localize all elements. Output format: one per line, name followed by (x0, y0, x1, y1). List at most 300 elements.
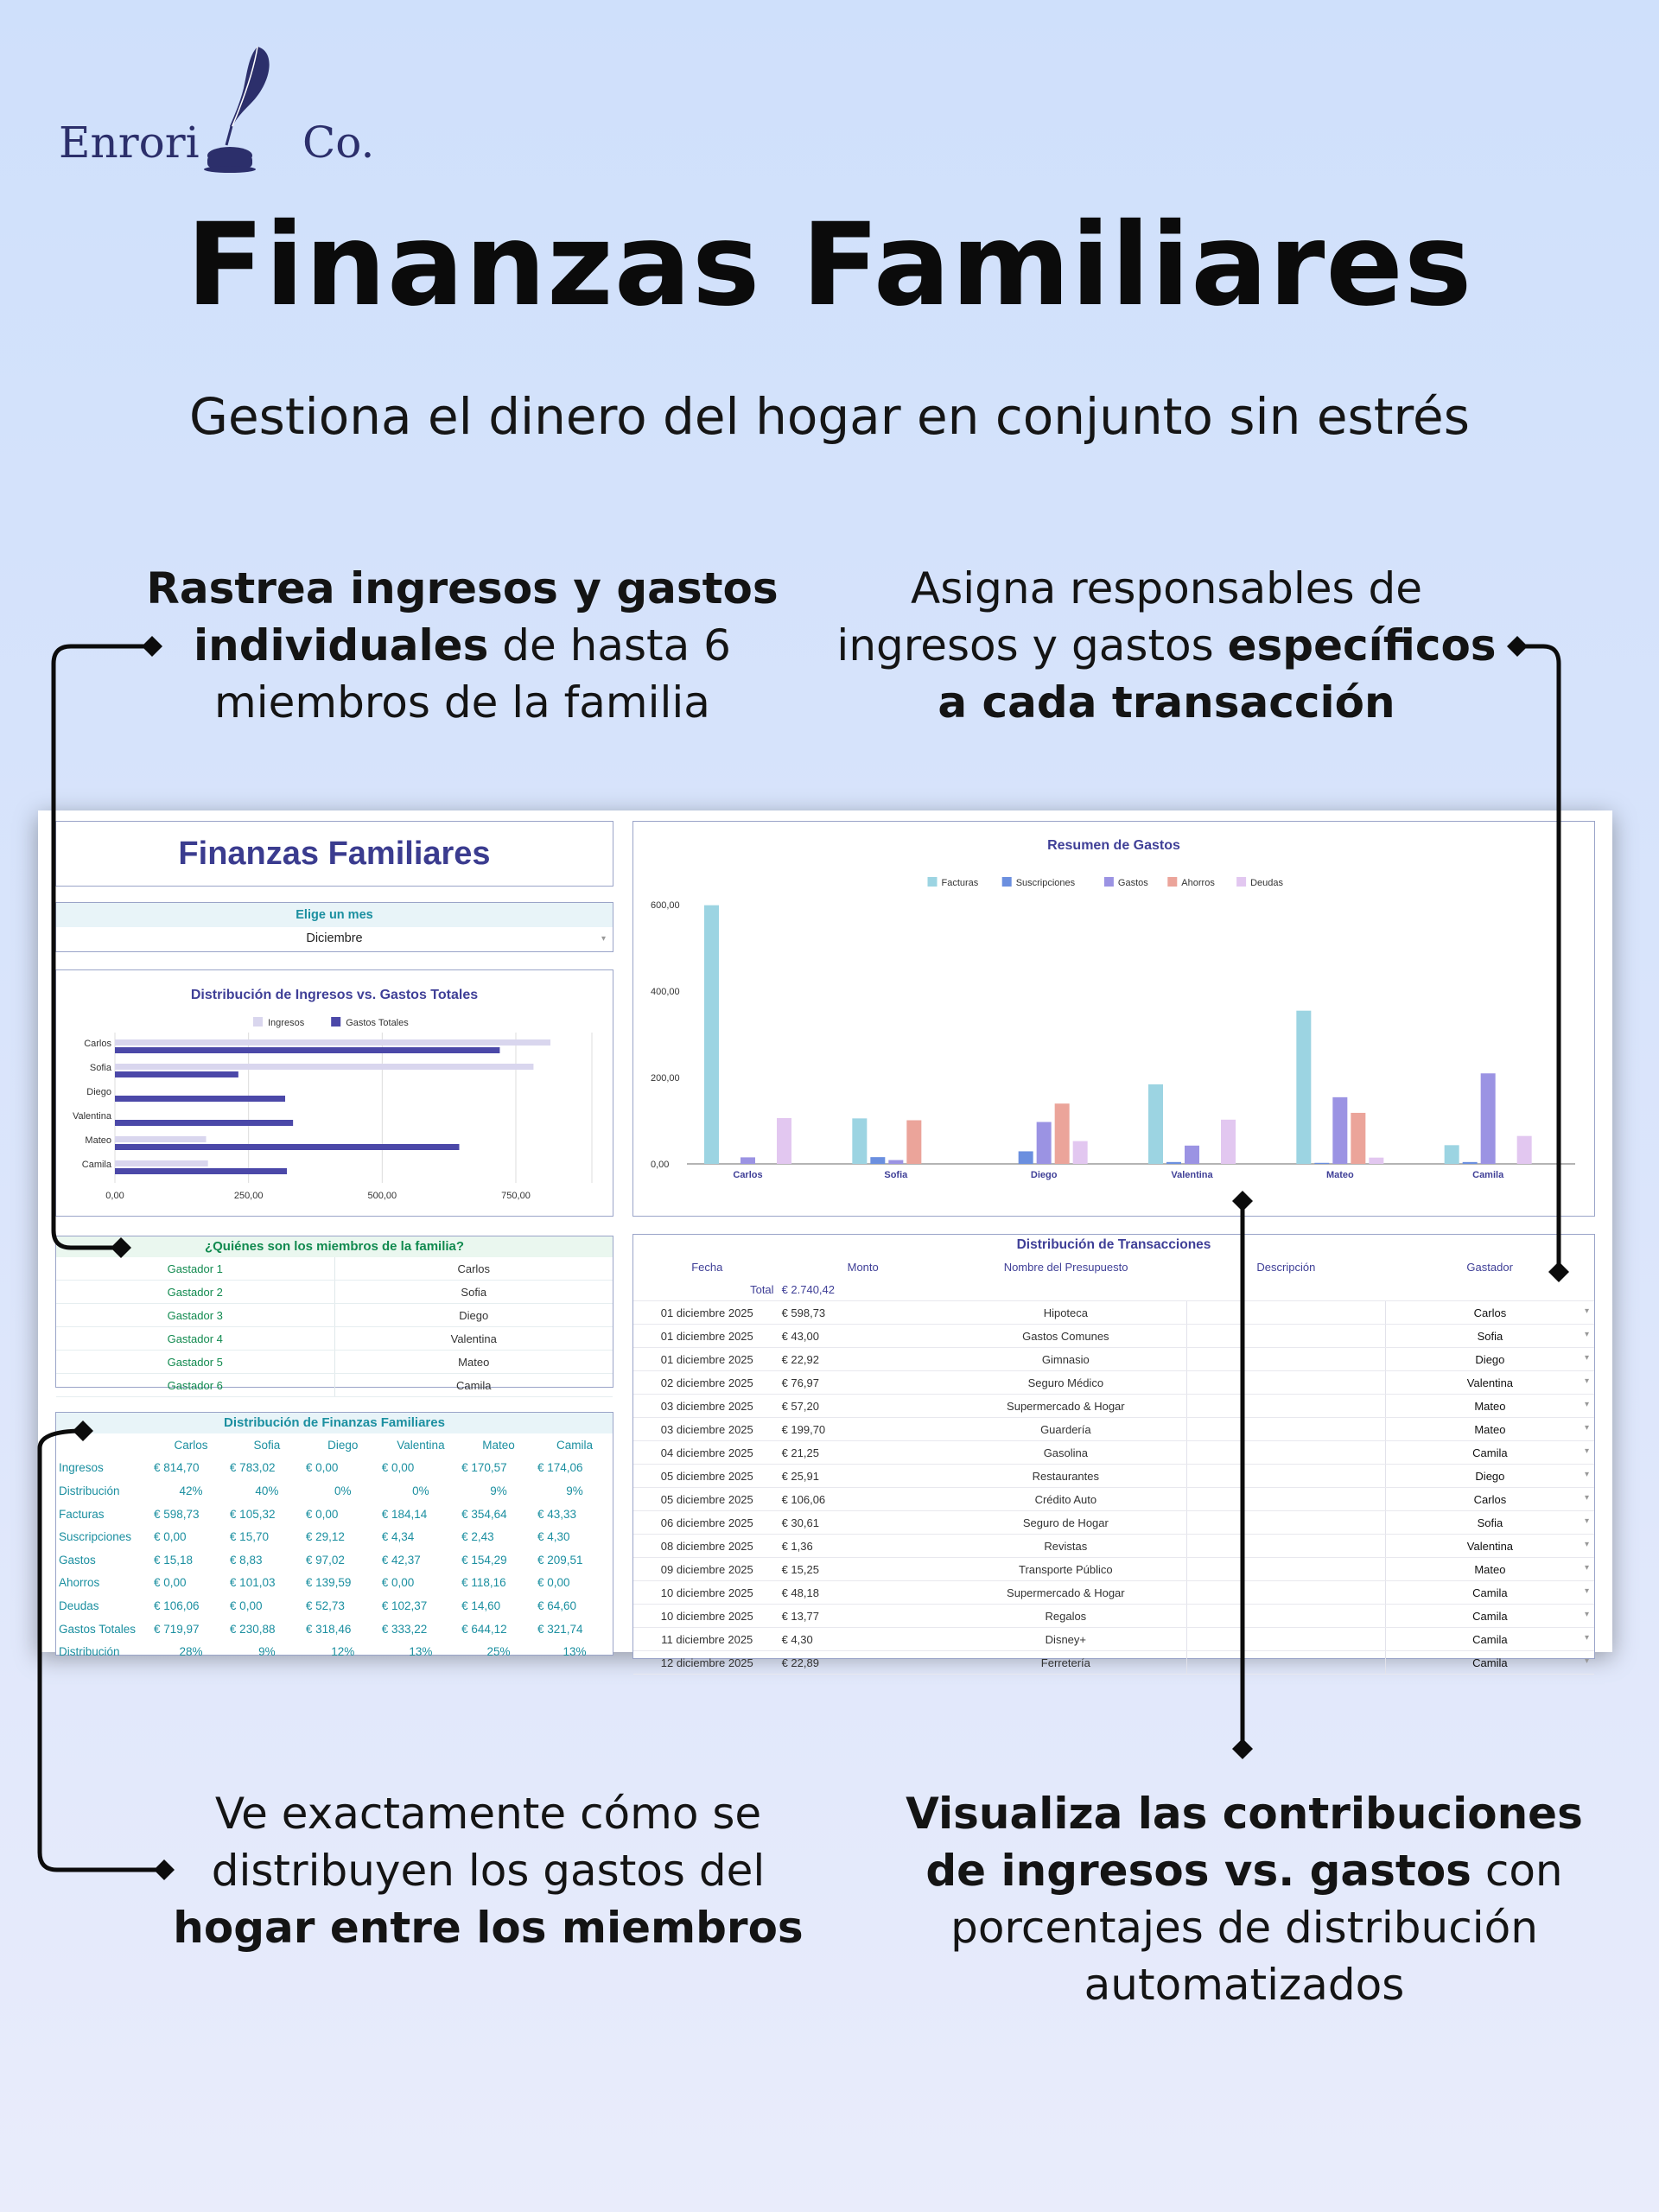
amount-cell: € 25,91 (781, 1465, 945, 1488)
column-header: Mateo (482, 1438, 515, 1452)
table-row (633, 1581, 1594, 1605)
spender-value: Camila (1472, 1446, 1508, 1459)
bar-gastos-totales (115, 1120, 293, 1126)
table-cell: € 174,06 (537, 1461, 583, 1475)
member-name[interactable]: Valentina (334, 1327, 613, 1351)
description-cell[interactable] (1186, 1558, 1385, 1581)
y-tick-label: 600,00 (651, 900, 680, 911)
callout-bold-text: hogar entre los miembros (173, 1903, 804, 1953)
row-label: Distribución (59, 1484, 120, 1497)
table-cell: € 0,00 (381, 1576, 415, 1590)
callout-line (130, 560, 795, 617)
table-row (633, 1348, 1594, 1371)
bar-suscripciones (1166, 1162, 1181, 1164)
budget-cell: Supermercado & Hogar (945, 1395, 1187, 1418)
amount-cell: € 4,30 (781, 1628, 945, 1651)
row-label: Facturas (59, 1507, 105, 1521)
spender-select[interactable] (1385, 1418, 1594, 1441)
member-slot: Gastador 1 (56, 1257, 334, 1281)
budget-cell: Transporte Público (945, 1558, 1187, 1581)
table-cell: € 783,02 (229, 1461, 276, 1475)
budget-cell: Supermercado & Hogar (945, 1581, 1187, 1605)
y-tick-label: Sofia (89, 1063, 111, 1073)
budget-cell: Seguro Médico (945, 1371, 1187, 1395)
spender-value: Diego (1475, 1352, 1505, 1366)
date-cell: 03 diciembre 2025 (633, 1418, 781, 1441)
table-cell: € 719,97 (154, 1622, 200, 1636)
y-tick-label: Diego (86, 1087, 111, 1097)
callout-bottom-right (899, 1785, 1590, 2013)
column-header: Sofia (253, 1438, 281, 1452)
table-header-row (633, 1255, 1594, 1278)
table-cell: € 318,46 (305, 1622, 352, 1636)
row-label: Ahorros (59, 1576, 100, 1590)
description-cell[interactable] (1186, 1325, 1385, 1348)
table-cell: € 15,18 (154, 1553, 194, 1567)
column-header-budget: Nombre del Presupuesto (1003, 1260, 1128, 1274)
chevron-down-icon: ▾ (1584, 1492, 1589, 1503)
distribution-table (56, 1433, 613, 1663)
spender-select[interactable] (1385, 1488, 1594, 1511)
table-cell: € 97,02 (305, 1553, 345, 1567)
budget-cell: Gasolina (945, 1441, 1187, 1465)
spender-value: Camila (1472, 1656, 1508, 1669)
bar-gastos (1185, 1146, 1199, 1164)
chart-title: Resumen de Gastos (1047, 838, 1180, 853)
members-panel (55, 1236, 613, 1392)
column-header-amount: Monto (847, 1260, 879, 1274)
budget-cell: Guardería (945, 1418, 1187, 1441)
callout-line (804, 617, 1529, 674)
table-cell: € 8,83 (229, 1553, 263, 1567)
spender-value: Valentina (1466, 1376, 1514, 1389)
distribution-title: Distribución de Finanzas Familiares (56, 1413, 613, 1433)
legend-swatch (253, 1017, 263, 1027)
spender-select[interactable] (1385, 1535, 1594, 1558)
bar-suscripciones (1314, 1163, 1329, 1164)
spender-value: Mateo (1474, 1422, 1506, 1436)
callout-line (899, 1899, 1590, 1956)
table-cell: € 154,29 (461, 1553, 507, 1567)
legend-swatch (1167, 877, 1177, 887)
spender-select[interactable] (1385, 1371, 1594, 1395)
bar-ingresos (115, 1039, 550, 1046)
legend-swatch (1002, 877, 1012, 887)
date-cell: 12 diciembre 2025 (633, 1651, 781, 1675)
table-row (633, 1371, 1594, 1395)
row-label: Gastos (59, 1553, 96, 1567)
callout-top-left (130, 560, 795, 731)
description-cell[interactable] (1186, 1348, 1385, 1371)
spender-value: Camila (1472, 1586, 1508, 1599)
amount-cell: € 106,06 (781, 1488, 945, 1511)
spender-select[interactable] (1385, 1441, 1594, 1465)
description-cell[interactable] (1186, 1301, 1385, 1325)
income-vs-expense-chart-panel (55, 969, 613, 1217)
amount-cell: € 21,25 (781, 1441, 945, 1465)
y-tick-label: 0,00 (651, 1160, 670, 1170)
amount-cell: € 43,00 (781, 1325, 945, 1348)
table-cell: 28% (179, 1645, 203, 1659)
table-row (56, 1351, 613, 1374)
description-cell[interactable] (1186, 1465, 1385, 1488)
member-name[interactable]: Diego (334, 1304, 613, 1327)
empty-cell (945, 1278, 1187, 1301)
chevron-down-icon: ▾ (1584, 1632, 1589, 1643)
amount-cell: € 76,97 (781, 1371, 945, 1395)
column-header-date: Fecha (691, 1260, 723, 1274)
amount-cell: € 1,36 (781, 1535, 945, 1558)
description-cell[interactable] (1186, 1418, 1385, 1441)
row-label: Distribución (59, 1645, 120, 1659)
month-picker-panel (55, 902, 613, 952)
spender-value: Diego (1475, 1469, 1505, 1483)
callout-text: de hasta 6 (488, 620, 731, 671)
spender-select[interactable] (1385, 1395, 1594, 1418)
members-table (56, 1257, 613, 1397)
month-picker-label: Elige un mes (56, 903, 613, 927)
table-cell: € 644,12 (461, 1622, 507, 1636)
amount-cell: € 48,18 (781, 1581, 945, 1605)
description-cell[interactable] (1186, 1605, 1385, 1628)
member-name[interactable]: Sofia (334, 1281, 613, 1304)
table-cell: 12% (331, 1645, 355, 1659)
dashboard-screenshot (38, 810, 1612, 1669)
members-title: ¿Quiénes son los miembros de la familia? (56, 1236, 613, 1257)
table-cell: € 0,00 (381, 1461, 415, 1475)
date-cell: 10 diciembre 2025 (633, 1605, 781, 1628)
x-tick-label: Valentina (1171, 1170, 1213, 1180)
description-cell[interactable] (1186, 1371, 1385, 1395)
table-cell: 0% (334, 1484, 352, 1497)
column-header-spender: Gastador (1466, 1260, 1513, 1274)
table-cell: € 209,51 (537, 1553, 583, 1567)
budget-cell: Disney+ (945, 1628, 1187, 1651)
spender-select[interactable] (1385, 1628, 1594, 1651)
bar-deudas (1369, 1158, 1383, 1164)
x-tick-label: 750,00 (501, 1191, 531, 1201)
bar-ahorros (1055, 1103, 1070, 1164)
transactions-table (633, 1255, 1594, 1675)
table-row (633, 1511, 1594, 1535)
callout-bold-text: a cada transacción (938, 677, 1395, 728)
x-tick-label: Sofia (884, 1170, 908, 1180)
table-row (56, 1457, 613, 1480)
bar-deudas (1517, 1136, 1532, 1164)
description-cell[interactable] (1186, 1535, 1385, 1558)
bar-deudas (1221, 1120, 1236, 1164)
table-row (56, 1257, 613, 1281)
member-name[interactable]: Mateo (334, 1351, 613, 1374)
table-header-row (56, 1433, 613, 1457)
chevron-down-icon: ▾ (1584, 1469, 1589, 1479)
callout-line (899, 1785, 1590, 1842)
table-cell: 13% (563, 1645, 587, 1659)
description-cell[interactable] (1186, 1395, 1385, 1418)
chevron-down-icon: ▾ (1584, 1306, 1589, 1316)
chevron-down-icon: ▾ (1584, 1562, 1589, 1573)
spender-select[interactable] (1385, 1558, 1594, 1581)
table-cell: € 0,00 (537, 1576, 570, 1590)
table-cell: 13% (409, 1645, 433, 1659)
spender-select[interactable] (1385, 1651, 1594, 1675)
chevron-down-icon: ▾ (1584, 1422, 1589, 1433)
date-cell: 10 diciembre 2025 (633, 1581, 781, 1605)
callout-bold-text: de ingresos vs. gastos (925, 1846, 1471, 1896)
callout-text: ingresos y gastos (836, 620, 1228, 671)
callout-bold-text: Rastrea ingresos y gastos (146, 563, 779, 613)
legend-label: Suscripciones (1015, 878, 1076, 888)
budget-cell: Gastos Comunes (945, 1325, 1187, 1348)
spender-value: Carlos (1473, 1306, 1507, 1319)
table-row (633, 1325, 1594, 1348)
table-cell: € 170,57 (461, 1461, 507, 1475)
bar-suscripciones (1019, 1151, 1033, 1164)
budget-cell: Seguro de Hogar (945, 1511, 1187, 1535)
amount-cell: € 22,92 (781, 1348, 945, 1371)
date-cell: 06 diciembre 2025 (633, 1511, 781, 1535)
legend-swatch (1236, 877, 1246, 887)
y-tick-label: 400,00 (651, 987, 680, 997)
callout-text: con (1471, 1846, 1563, 1896)
table-cell: € 0,00 (305, 1507, 339, 1521)
logo-text-co: Co. (302, 118, 375, 168)
table-row (633, 1651, 1594, 1675)
member-name[interactable]: Carlos (334, 1257, 613, 1281)
x-tick-label: 500,00 (367, 1191, 397, 1201)
member-slot: Gastador 4 (56, 1327, 334, 1351)
bar-facturas (1445, 1145, 1459, 1164)
chevron-down-icon: ▾ (1584, 1446, 1589, 1456)
date-cell: 01 diciembre 2025 (633, 1325, 781, 1348)
date-cell: 05 diciembre 2025 (633, 1488, 781, 1511)
chart-title: Distribución de Ingresos vs. Gastos Totales (190, 988, 479, 1002)
callout-bold-text: individuales (194, 620, 489, 671)
table-cell: € 43,33 (537, 1507, 577, 1521)
table-row (633, 1535, 1594, 1558)
expense-summary-chart (633, 822, 1594, 1216)
date-cell: 01 diciembre 2025 (633, 1348, 781, 1371)
date-cell: 04 diciembre 2025 (633, 1441, 781, 1465)
y-tick-label: Camila (81, 1160, 111, 1170)
connector-diamond (1232, 1738, 1253, 1759)
bar-ingresos (115, 1064, 533, 1070)
table-cell: € 105,32 (229, 1507, 276, 1521)
spender-select[interactable] (1385, 1605, 1594, 1628)
row-label: Suscripciones (59, 1530, 132, 1544)
table-cell: € 106,06 (154, 1599, 200, 1612)
x-tick-label: 0,00 (105, 1191, 124, 1201)
spender-select[interactable] (1385, 1348, 1594, 1371)
member-slot: Gastador 3 (56, 1304, 334, 1327)
member-name[interactable]: Camila (334, 1374, 613, 1397)
callout-bold-text: específicos (1227, 620, 1497, 671)
table-cell: € 42,37 (381, 1553, 421, 1567)
column-header: Camila (556, 1438, 594, 1452)
chevron-down-icon: ▾ (1584, 1329, 1589, 1339)
chevron-down-icon: ▾ (1584, 1399, 1589, 1409)
bar-ahorros (1351, 1113, 1365, 1164)
spender-select[interactable] (1385, 1511, 1594, 1535)
chevron-down-icon: ▾ (1584, 1376, 1589, 1386)
callout-text: Asigna responsables de (911, 563, 1422, 613)
spender-value: Camila (1472, 1609, 1508, 1623)
hero-title: Finanzas Familiares (186, 199, 1473, 332)
table-row (633, 1301, 1594, 1325)
bar-gastos (1037, 1122, 1052, 1164)
table-row (56, 1281, 613, 1304)
table-row (633, 1418, 1594, 1441)
description-cell[interactable] (1186, 1441, 1385, 1465)
x-tick-label: 250,00 (233, 1191, 264, 1201)
chevron-down-icon: ▾ (601, 934, 606, 944)
month-select[interactable] (56, 927, 613, 950)
bar-gastos-totales (115, 1096, 285, 1102)
callout-text: porcentajes de distribución (950, 1903, 1538, 1953)
description-cell[interactable] (1186, 1581, 1385, 1605)
spender-value: Mateo (1474, 1562, 1506, 1576)
legend-swatch (331, 1017, 340, 1027)
callout-line (130, 617, 795, 674)
spender-select[interactable] (1385, 1581, 1594, 1605)
callout-text: miembros de la familia (214, 677, 710, 728)
spender-value: Valentina (1466, 1539, 1514, 1553)
header-blank (56, 1433, 153, 1457)
total-label: Total (633, 1278, 781, 1301)
table-cell: € 0,00 (154, 1576, 187, 1590)
table-row (56, 1572, 613, 1595)
description-cell[interactable] (1186, 1511, 1385, 1535)
table-cell: 9% (566, 1484, 583, 1497)
legend-swatch (928, 877, 938, 887)
month-select-value: Diciembre (306, 931, 363, 945)
table-row (56, 1618, 613, 1641)
date-cell: 09 diciembre 2025 (633, 1558, 781, 1581)
row-label: Deudas (59, 1599, 99, 1612)
bar-facturas (1296, 1011, 1311, 1164)
table-row (633, 1441, 1594, 1465)
bar-gastos (741, 1157, 755, 1164)
callout-text: distribuyen los gastos del (211, 1846, 766, 1896)
callout-line (156, 1899, 821, 1956)
legend-label: Gastos (1117, 878, 1148, 888)
table-cell: € 0,00 (229, 1599, 263, 1612)
date-cell: 05 diciembre 2025 (633, 1465, 781, 1488)
y-tick-label: 200,00 (651, 1073, 680, 1084)
description-cell[interactable] (1186, 1488, 1385, 1511)
table-cell: € 29,12 (305, 1530, 345, 1544)
expense-summary-chart-panel (632, 821, 1595, 1217)
date-cell: 01 diciembre 2025 (633, 1301, 781, 1325)
spender-select[interactable] (1385, 1465, 1594, 1488)
amount-cell: € 13,77 (781, 1605, 945, 1628)
spender-select[interactable] (1385, 1325, 1594, 1348)
empty-cell (1186, 1278, 1385, 1301)
table-cell: 40% (255, 1484, 279, 1497)
callout-bottom-left (156, 1785, 821, 1956)
x-tick-label: Diego (1030, 1170, 1058, 1180)
bar-gastos-totales (115, 1047, 499, 1053)
spender-value: Carlos (1473, 1492, 1507, 1506)
table-cell: € 14,60 (461, 1599, 501, 1612)
bar-gastos (1481, 1073, 1496, 1164)
dashboard-title-panel (55, 821, 613, 887)
spender-value: Sofia (1477, 1329, 1503, 1343)
transactions-panel (632, 1234, 1595, 1669)
amount-cell: € 15,25 (781, 1558, 945, 1581)
date-cell: 02 diciembre 2025 (633, 1371, 781, 1395)
chevron-down-icon: ▾ (1584, 1516, 1589, 1526)
bar-ahorros (906, 1120, 921, 1164)
column-header: Carlos (174, 1438, 208, 1452)
table-cell: € 184,14 (381, 1507, 428, 1521)
table-row (633, 1558, 1594, 1581)
table-cell: 25% (486, 1645, 511, 1659)
table-cell: € 101,03 (229, 1576, 276, 1590)
description-cell[interactable] (1186, 1628, 1385, 1651)
budget-cell: Restaurantes (945, 1465, 1187, 1488)
logo-text: Enrori (59, 118, 200, 168)
table-row (56, 1548, 613, 1572)
table-cell: € 814,70 (154, 1461, 200, 1475)
callout-text: Ve exactamente cómo se (214, 1789, 762, 1839)
table-row (56, 1374, 613, 1397)
table-cell: 0% (412, 1484, 429, 1497)
legend-label: Ahorros (1181, 878, 1215, 888)
column-header: Diego (327, 1438, 359, 1452)
callout-line (899, 1842, 1590, 1899)
member-slot: Gastador 5 (56, 1351, 334, 1374)
table-cell: € 118,16 (461, 1576, 506, 1590)
budget-cell: Revistas (945, 1535, 1187, 1558)
chevron-down-icon: ▾ (1584, 1539, 1589, 1549)
bar-ingresos (115, 1136, 207, 1142)
table-row (56, 1640, 613, 1663)
table-cell: € 64,60 (537, 1599, 577, 1612)
table-row (633, 1605, 1594, 1628)
column-header-desc: Descripción (1256, 1260, 1316, 1274)
legend-label: Ingresos (268, 1018, 305, 1028)
table-cell: 42% (179, 1484, 203, 1497)
callout-line (899, 1956, 1590, 2013)
bar-ingresos (115, 1160, 208, 1166)
income-vs-expense-chart (56, 970, 613, 1216)
bar-deudas (1073, 1141, 1088, 1164)
table-cell: 9% (258, 1645, 276, 1659)
bar-gastos-totales (115, 1071, 238, 1077)
description-cell[interactable] (1186, 1651, 1385, 1675)
callout-text: automatizados (1084, 1960, 1405, 2010)
date-cell: 03 diciembre 2025 (633, 1395, 781, 1418)
table-cell: 9% (490, 1484, 507, 1497)
chevron-down-icon: ▾ (1584, 1352, 1589, 1363)
callout-top-right (804, 560, 1529, 731)
total-row (633, 1278, 1594, 1301)
member-slot: Gastador 2 (56, 1281, 334, 1304)
table-cell: € 2,43 (461, 1530, 494, 1544)
table-row (56, 1525, 613, 1548)
table-row (56, 1594, 613, 1618)
table-cell: € 52,73 (305, 1599, 345, 1612)
spender-select[interactable] (1385, 1301, 1594, 1325)
hero-subtitle: Gestiona el dinero del hogar en conjunto sin estrés (189, 387, 1470, 446)
member-slot: Gastador 6 (56, 1374, 334, 1397)
table-cell: € 354,64 (461, 1507, 507, 1521)
date-cell: 11 diciembre 2025 (633, 1628, 781, 1651)
bar-gastos (1332, 1097, 1347, 1164)
bar-gastos-totales (115, 1168, 287, 1174)
y-tick-label: Carlos (84, 1039, 111, 1049)
